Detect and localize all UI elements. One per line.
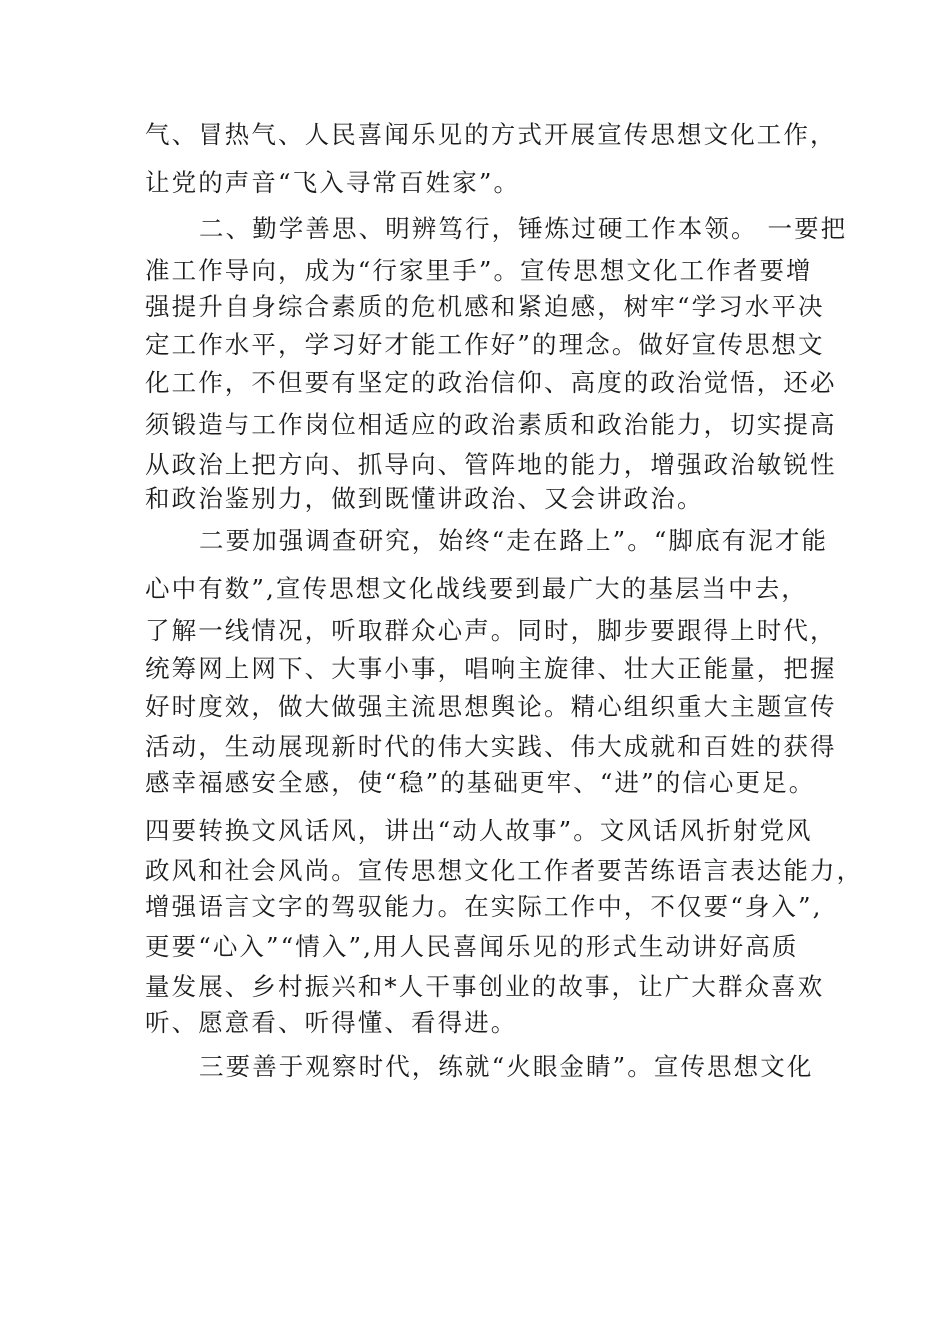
text-line-19: 政风和社会风尚。宣传思想文化工作者要苦练语言表达能力， xyxy=(145,856,864,885)
text-line-9: 从政治上把方向、抓导向、管阵地的能力，增强政治敏锐性 xyxy=(145,450,837,479)
text-line-13: 了解一线情况，听取群众心声。同时，脚步要跟得上时代， xyxy=(145,616,837,645)
text-line-4: 准工作导向，成为“行家里手”。宣传思想文化工作者要增 xyxy=(145,256,813,285)
section-heading-2: 二、勤学善思、明辨笃行，锤炼过硬工作本领。 一要把 xyxy=(199,214,848,243)
text-line-22: 量发展、乡村振兴和*人干事创业的故事，让广大群众喜欢 xyxy=(145,972,825,1001)
text-line-21: 更要“心入”“情入”,用人民喜闻乐见的形式生动讲好高质 xyxy=(145,932,799,961)
text-line-5: 强提升自身综合素质的危机感和紧迫感，树牢“学习水平决 xyxy=(145,292,825,321)
text-line-17: 感幸福感安全感，使“稳”的基础更牢、“进”的信心更足。 xyxy=(145,768,816,797)
paragraph-start-2: 二要加强调查研究，始终“走在路上”。“脚底有泥才能 xyxy=(199,526,829,555)
paragraph-start-4: 四要转换文风话风，讲出“动人故事”。文风话风折射党风 xyxy=(145,816,813,845)
text-line-20: 增强语言文字的驾驭能力。在实际工作中，不仅要“身入”, xyxy=(145,892,823,921)
text-line-10: 和政治鉴别力，做到既懂讲政治、又会讲政治。 xyxy=(145,484,704,513)
text-line-23: 听、愿意看、听得懂、看得进。 xyxy=(145,1008,518,1037)
text-line-7: 化工作，不但要有坚定的政治信仰、高度的政治觉悟，还必 xyxy=(145,368,837,397)
paragraph-start-3: 三要善于观察时代，练就“火眼金睛”。宣传思想文化 xyxy=(199,1052,814,1081)
text-line-12: 心中有数”,宣传思想文化战线要到最广大的基层当中去， xyxy=(145,574,808,603)
text-line-2: 让党的声音“飞入寻常百姓家”。 xyxy=(145,168,521,197)
text-line-15: 好时度效，做大做强主流思想舆论。精心组织重大主题宣传 xyxy=(145,692,837,721)
text-line-6: 定工作水平，学习好才能工作好”的理念。做好宣传思想文 xyxy=(145,330,825,359)
text-line-1: 气、冒热气、人民喜闻乐见的方式开展宣传思想文化工作， xyxy=(145,120,837,149)
text-line-14: 统筹网上网下、大事小事，唱响主旋律、壮大正能量，把握 xyxy=(145,654,837,683)
text-line-16: 活动，生动展现新时代的伟大实践、伟大成就和百姓的获得 xyxy=(145,732,837,761)
text-line-8: 须锻造与工作岗位相适应的政治素质和政治能力，切实提高 xyxy=(145,410,837,439)
